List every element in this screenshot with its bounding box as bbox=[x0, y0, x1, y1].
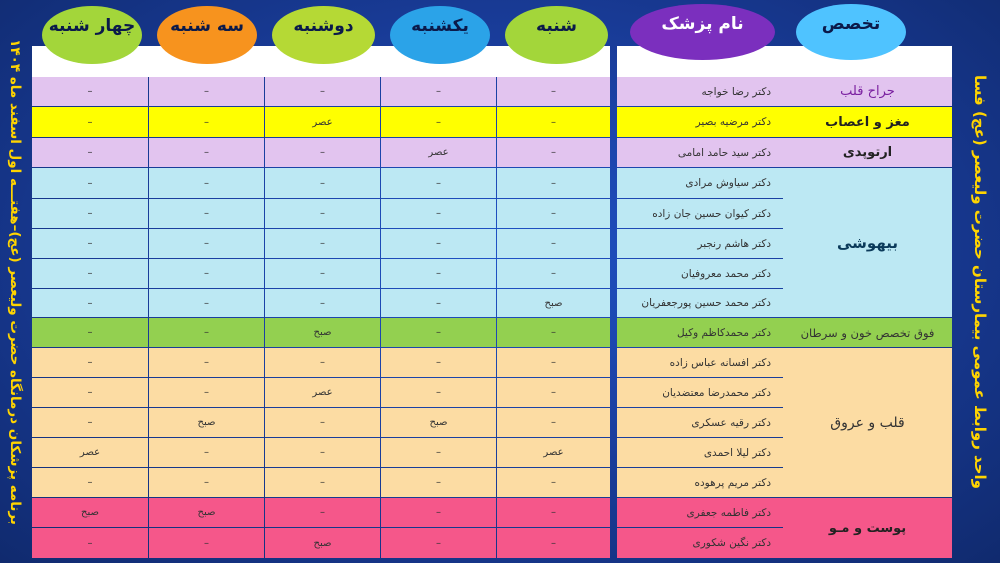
header-specialty: تخصص bbox=[796, 4, 906, 60]
schedule-cell: – bbox=[381, 438, 496, 467]
specialty-cell: ارتوپدی bbox=[783, 138, 952, 167]
schedule-cell: – bbox=[381, 229, 496, 258]
department-credit-text: واحد روابط عمومی بیمارستان حضرت ولیعصر (عج) فسا bbox=[971, 74, 989, 489]
schedule-cell: – bbox=[265, 229, 380, 258]
schedule-cell: – bbox=[381, 498, 496, 527]
schedule-cell: – bbox=[32, 229, 148, 258]
doctor-name-cell: دکتر فاطمه جعفری bbox=[617, 498, 783, 527]
schedule-cell: – bbox=[381, 168, 496, 198]
schedule-cell: – bbox=[497, 498, 610, 527]
schedule-cell: صبح bbox=[149, 498, 264, 527]
specialty-cell: بیهوشی bbox=[783, 168, 952, 317]
schedule-cell: – bbox=[149, 107, 264, 137]
doctor-name-cell: دکتر مرضیه بصیر bbox=[617, 107, 783, 137]
schedule-cell: – bbox=[32, 259, 148, 288]
doctor-name-cell: دکتر رقیه عسکری bbox=[617, 408, 783, 437]
schedule-cell: – bbox=[32, 318, 148, 347]
doctor-name-cell: دکتر محمد حسین پورجعفریان bbox=[617, 289, 783, 317]
schedule-cell: – bbox=[265, 77, 380, 106]
specialty-cell: قلب و عروق bbox=[783, 348, 952, 497]
schedule-cell: – bbox=[265, 168, 380, 198]
schedule-cell: – bbox=[32, 528, 148, 558]
doctor-name-cell: دکتر لیلا احمدی bbox=[617, 438, 783, 467]
schedule-cell: – bbox=[32, 378, 148, 407]
schedule-cell: – bbox=[381, 107, 496, 137]
doctor-name-cell: دکتر محمدکاظم وکیل bbox=[617, 318, 783, 347]
schedule-cell: – bbox=[32, 199, 148, 228]
doctor-name-cell: دکتر کیوان حسین جان زاده bbox=[617, 199, 783, 228]
doctor-name-cell: دکتر محمدرضا معتضدیان bbox=[617, 378, 783, 407]
schedule-cell: – bbox=[149, 289, 264, 317]
schedule-cell: – bbox=[265, 468, 380, 497]
schedule-cell: – bbox=[32, 107, 148, 137]
header-day-seshanbe: سه شنبه bbox=[157, 6, 257, 64]
schedule-cell: – bbox=[497, 408, 610, 437]
header-day-doshanbe: دوشنبه bbox=[272, 6, 375, 64]
schedule-cell: – bbox=[497, 378, 610, 407]
schedule-cell: – bbox=[265, 348, 380, 377]
schedule-cell: عصر bbox=[265, 378, 380, 407]
schedule-cell: – bbox=[381, 259, 496, 288]
department-credit-vertical bbox=[960, 0, 1000, 563]
schedule-cell: – bbox=[32, 468, 148, 497]
schedule-cell: – bbox=[381, 199, 496, 228]
schedule-cell: – bbox=[265, 289, 380, 317]
specialty-cell: پوست و مـو bbox=[783, 498, 952, 558]
doctor-name-cell: دکتر هاشم رنجبر bbox=[617, 229, 783, 258]
header-day-chaharshanbe: چهار شنبه bbox=[42, 6, 142, 64]
schedule-cell: – bbox=[381, 348, 496, 377]
schedule-cell: عصر bbox=[497, 438, 610, 467]
schedule-cell: – bbox=[265, 138, 380, 167]
schedule-cell: – bbox=[381, 378, 496, 407]
schedule-cell: – bbox=[497, 77, 610, 106]
schedule-cell: – bbox=[265, 498, 380, 527]
header-day-shanbe: شنبه bbox=[505, 6, 608, 64]
schedule-cell: – bbox=[381, 528, 496, 558]
schedule-cell: – bbox=[149, 259, 264, 288]
schedule-cell: – bbox=[497, 528, 610, 558]
schedule-cell: – bbox=[497, 348, 610, 377]
schedule-title-vertical bbox=[0, 0, 30, 563]
schedule-cell: – bbox=[381, 318, 496, 347]
schedule-cell: – bbox=[497, 259, 610, 288]
schedule-cell: صبح bbox=[265, 318, 380, 347]
specialty-cell: مغز و اعصاب bbox=[783, 107, 952, 137]
schedule-cell: صبح bbox=[381, 408, 496, 437]
header-doctor-name: نام پزشک bbox=[630, 4, 775, 60]
schedule-cell: – bbox=[497, 318, 610, 347]
schedule-cell: – bbox=[265, 199, 380, 228]
doctor-name-cell: دکتر سیاوش مرادی bbox=[617, 168, 783, 198]
schedule-cell: صبح bbox=[149, 408, 264, 437]
schedule-cell: صبح bbox=[32, 498, 148, 527]
doctor-name-cell: دکتر رضا خواجه bbox=[617, 77, 783, 106]
doctor-name-cell: دکتر نگین شکوری bbox=[617, 528, 783, 558]
schedule-cell: عصر bbox=[265, 107, 380, 137]
schedule-cell: – bbox=[32, 289, 148, 317]
schedule-cell: – bbox=[149, 229, 264, 258]
schedule-cell: – bbox=[149, 378, 264, 407]
schedule-cell: – bbox=[149, 438, 264, 467]
header-day-yekshanbe: یکشنبه bbox=[390, 6, 490, 64]
schedule-cell: – bbox=[265, 408, 380, 437]
schedule-cell: – bbox=[149, 348, 264, 377]
doctor-name-cell: دکتر سید حامد امامی bbox=[617, 138, 783, 167]
schedule-cell: – bbox=[265, 259, 380, 288]
schedule-cell: – bbox=[497, 199, 610, 228]
schedule-cell: – bbox=[265, 438, 380, 467]
doctor-name-cell: دکتر افسانه عباس زاده bbox=[617, 348, 783, 377]
schedule-cell: – bbox=[381, 468, 496, 497]
schedule-title-text: برنامه پزشکان درمانگاه حضرت ولیعصر (عج)–هفتـــه اول اسفند ماه ۱۴۰۴ bbox=[7, 38, 24, 525]
schedule-cell: – bbox=[149, 528, 264, 558]
schedule-cell: – bbox=[32, 408, 148, 437]
schedule-cell: – bbox=[149, 468, 264, 497]
specialty-cell: جراح قلب bbox=[783, 77, 952, 106]
schedule-cell: – bbox=[149, 318, 264, 347]
schedule-cell: – bbox=[149, 138, 264, 167]
schedule-cell: – bbox=[497, 138, 610, 167]
schedule-cell: – bbox=[497, 468, 610, 497]
schedule-cell: – bbox=[32, 138, 148, 167]
schedule-cell: – bbox=[497, 229, 610, 258]
schedule-cell: – bbox=[32, 77, 148, 106]
schedule-cell: – bbox=[149, 168, 264, 198]
schedule-cell: – bbox=[32, 168, 148, 198]
schedule-cell: – bbox=[149, 77, 264, 106]
schedule-cell: صبح bbox=[497, 289, 610, 317]
schedule-cell: – bbox=[381, 289, 496, 317]
doctor-name-cell: دکتر مریم پرهوده bbox=[617, 468, 783, 497]
schedule-cell: – bbox=[497, 168, 610, 198]
specialty-cell: فوق تخصص خون و سرطان bbox=[783, 318, 952, 347]
schedule-cell: عصر bbox=[381, 138, 496, 167]
schedule-cell: – bbox=[32, 348, 148, 377]
schedule-cell: – bbox=[497, 107, 610, 137]
schedule-cell: – bbox=[149, 199, 264, 228]
doctor-name-cell: دکتر محمد معروفیان bbox=[617, 259, 783, 288]
schedule-cell: – bbox=[381, 77, 496, 106]
schedule-cell: صبح bbox=[265, 528, 380, 558]
schedule-cell: عصر bbox=[32, 438, 148, 467]
